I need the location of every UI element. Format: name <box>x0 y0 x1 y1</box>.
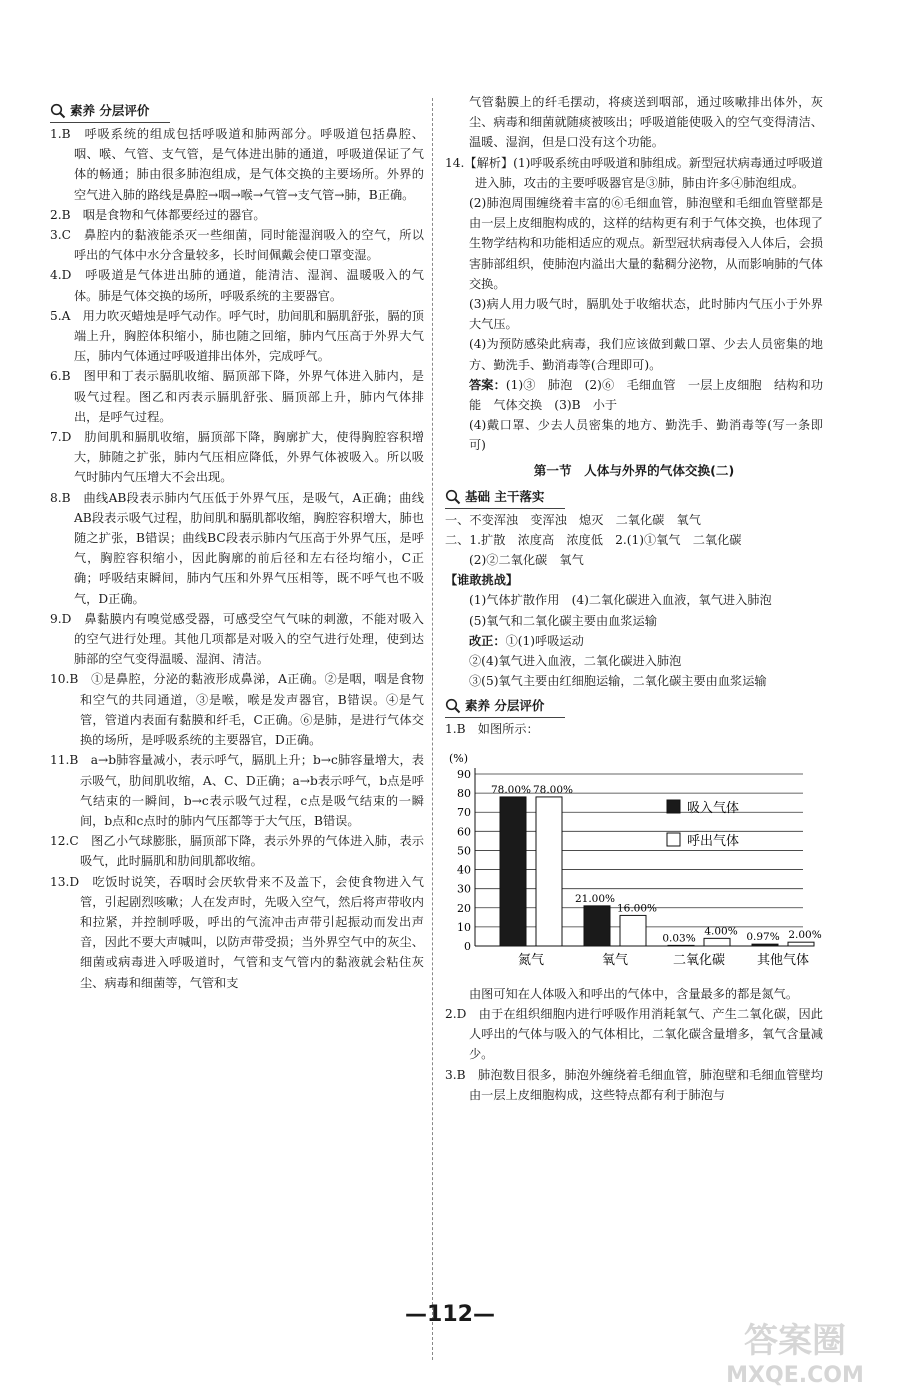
data-label: 16.00% <box>616 902 658 915</box>
category-label: 氮气 <box>517 952 545 968</box>
bar-exhaled <box>788 942 814 946</box>
section-header-basics <box>445 486 565 509</box>
answer-paragraph: (3)病人用力吸气时，膈肌处于收缩状态，此时肺内气压小于外界大气压。 <box>469 297 823 332</box>
answer-paragraph: (4)为预防感染此病毒，我们应该做到戴口罩、少去人员密集的地方、勤洗手、勤消毒等(合理即可)。 <box>469 337 823 372</box>
right-column <box>445 92 823 1105</box>
answer-label: 答案： <box>469 377 506 392</box>
answer-item: 1.B 如图所示： <box>445 722 539 737</box>
answer-item: 3.C 鼻腔内的黏液能杀灭一些细菌，同时能湿润吸入的空气，所以呼出的气体中水分含量较多，长时间佩戴会使口罩变湿。 <box>50 228 424 263</box>
legend-swatch <box>667 800 680 813</box>
magnifier-icon <box>50 103 66 119</box>
data-label: 78.00% <box>490 783 532 796</box>
y-tick-label: 40 <box>457 863 471 877</box>
answer-summary <box>445 375 823 415</box>
challenge-answer: (1)气体扩散作用 (4)二氧化碳进入血液，氧气进入肺泡 <box>469 593 772 608</box>
answer-item: 5.A 用力吹灭蜡烛是呼气动作。呼气时，肋间肌和膈肌舒张，膈的顶端上升，胸腔体积缩小，肺也随之回缩，肺内气压高于外界大气压，肺内气体通过呼吸道排出体外，完成呼气。 <box>50 308 424 364</box>
basic-answer: 二、1.扩散 浓度高 浓度低 2.(1)①氧气 二氧化碳 <box>445 532 742 547</box>
y-axis-label: (%) <box>449 751 469 765</box>
y-tick-label: 30 <box>457 882 471 896</box>
answer-item: 12.C 图乙小气球膨胀，膈顶部下降，表示外界的气体进入肺，表示吸气，此时膈肌和肋间肌都收缩。 <box>50 834 424 869</box>
y-tick-label: 60 <box>457 825 471 839</box>
basic-answer: (2)②二氧化碳 氧气 <box>469 553 584 568</box>
basic-answer: 一、不变浑浊 变浑浊 熄灭 二氧化碳 氧气 <box>445 512 701 527</box>
bar-inhaled <box>584 906 610 946</box>
y-tick-label: 50 <box>457 844 471 858</box>
section-title: 基础 主干落实 <box>465 488 545 504</box>
challenge-fix <box>445 631 823 651</box>
gas-composition-chart <box>445 746 823 980</box>
section-header-evaluation <box>50 100 170 123</box>
answer-item: 2.D 由于在组织细胞内进行呼吸作用消耗氧气、产生二氧化碳，因此人呼出的气体与吸入的气体相比，二氧化碳含量增多，氧气含量减少。 <box>445 1006 823 1062</box>
magnifier-icon <box>445 698 461 714</box>
answer-summary-cont: (4)戴口罩、少去人员密集的地方、勤洗手、勤消毒等(写一条即可) <box>469 418 823 453</box>
answer-item: 6.B 图甲和丁表示膈肌收缩、膈顶部下降，外界气体进入肺内，是吸气过程。图乙和丙表示膈肌舒张、膈顶部上升，肺内气体排出，是呼气过程。 <box>50 369 424 424</box>
category-label: 其他气体 <box>756 952 810 968</box>
section-title: 素养 分层评价 <box>70 103 150 118</box>
answer-item: 9.D 鼻黏膜内有嗅觉感受器，可感受空气气味的刺激，不能对吸入的空气进行处理。其他几项都是对吸入的空气进行处理，使到达肺部的空气变得温暖、湿润、清洁。 <box>50 611 424 667</box>
data-label: 4.00% <box>704 925 738 938</box>
data-label: 78.00% <box>532 783 574 796</box>
bar-inhaled <box>668 945 694 946</box>
bar-chart <box>445 746 822 976</box>
chart-bars <box>500 797 814 946</box>
legend-label: 吸入气体 <box>687 800 740 816</box>
data-label: 0.97% <box>746 930 780 943</box>
column-divider <box>432 98 433 1360</box>
fix-text: ①(1)呼吸运动 <box>505 633 584 648</box>
answer-item: 11.B a→b肺容量减小，表示呼气，膈肌上升；b→c肺容量增大，表示吸气，肋间肌收缩，A、C、D正确；a→b表示呼气，b点是呼气结束的一瞬间，b→c表示吸气过程，c点是吸气结束的一瞬间，b点和c点时的肺内气压都等于大气压，B错误。 <box>50 753 424 828</box>
challenge-fix: ②(4)氧气进入血液，二氧化碳进入肺泡 <box>469 654 682 669</box>
chart-conclusion: 由图可知在人体吸入和呼出的气体中，含量最多的都是氮气。 <box>469 986 799 1001</box>
answer-text: (1)③ 肺泡 (2)⑥ 毛细血管 一层上皮细胞 结构和功能 气体交换 (3)B 小于 <box>469 377 824 413</box>
data-label: 2.00% <box>788 928 822 941</box>
y-tick-label: 0 <box>464 939 471 953</box>
watermark-logo <box>690 1310 900 1390</box>
answer-paragraph: (2)肺泡周围缠绕着丰富的⑥毛细血管，肺泡壁和毛细血管壁都是由一层上皮细胞构成的，这样的结构更有利于气体交换，也体现了生物学结构和功能相适应的观点。新型冠状病毒侵入人体后，会损害肺部组织，使肺泡内溢出大量的黏稠分泌物，从而影响肺的气体交换。 <box>469 196 823 291</box>
y-tick-label: 70 <box>457 805 471 819</box>
answer-item: 13.D 吃饭时说笑，吞咽时会厌软骨来不及盖下，会使食物进入气管，引起剧烈咳嗽；人在发声时，先吸入空气，然后将声带收内和拉紧，并控制呼吸，呼出的气流冲击声带引起振动而发出声音，因此不要大声喊叫，以防声带受损；当外界空气中的灰尘、细菌或病毒进入呼吸道时，气管和支气管内的黏液就会粘住灰尘、病毒和细菌等，气管和支 <box>50 874 424 990</box>
answer-item: 4.D 呼吸道是气体进出肺的通道，能清洁、湿润、温暖吸入的气体。肺是气体交换的场所，呼吸系统的主要器官。 <box>50 268 424 303</box>
data-label: 0.03% <box>662 932 696 945</box>
svg-text:MXQE.COM: MXQE.COM <box>726 1363 864 1388</box>
answer-item: 2.B 咽是食物和气体都要经过的器官。 <box>50 207 266 222</box>
y-tick-label: 10 <box>457 920 471 934</box>
answer-item: 8.B 曲线AB段表示肺内气压低于外界气压，是吸气，A正确；曲线AB段表示吸气过程，肋间肌和膈肌都收缩，胸腔容积增大，肺也随之扩张，B错误；曲线BC段表示肺内气压高于外界气压，是呼气，胸腔容积缩小，因此胸廓的前后径和左右径均缩小，C正确；呼吸结束瞬间，肺内气压和外界气压相等，既不呼气也不吸气，D正确。 <box>50 490 424 606</box>
y-tick-label: 20 <box>457 901 471 915</box>
chart-legend <box>667 800 739 849</box>
answer-item: 1.B 呼吸系统的组成包括呼吸道和肺两部分。呼吸道包括鼻腔、咽、喉、气管、支气管，是气体进出肺的通道，呼吸道保证了气体的畅通；肺由很多肺泡组成，是气体交换的主要场所。外界的空气进入肺的路线是鼻腔→咽→喉→气管→支气管→肺，B正确。 <box>50 127 424 202</box>
answer-item: 7.D 肋间肌和膈肌收缩，膈顶部下降，胸廓扩大，使得胸腔容积增大，肺随之扩张，肺内气压相应降低，外界气体被吸入。所以吸气时肺内气压增大不会出现。 <box>50 430 424 485</box>
answer-item: 10.B ①是鼻腔，分泌的黏液形成鼻涕，A正确。②是咽，咽是食物和空气的共同通道，③是喉，喉是发声器官，B错误。④是气管，管道内表面有黏膜和纤毛，C正确。⑥是肺，是进行气体交换的场所，是呼吸系统的主要器官，D正确。 <box>50 672 424 748</box>
answer-item: 14.【解析】(1)呼吸系统由呼吸道和肺组成。新型冠状病毒通过呼吸道进入肺，攻击的主要呼吸器官是③肺，肺由许多④肺泡组成。 <box>445 155 823 190</box>
left-column <box>50 100 424 993</box>
answer-item: 3.B 肺泡数目很多，肺泡外缠绕着毛细血管，肺泡壁和毛细血管壁均由一层上皮细胞构成，这些特点都有利于肺泡与 <box>445 1067 823 1102</box>
category-label: 氧气 <box>601 952 629 968</box>
category-label: 二氧化碳 <box>672 952 726 968</box>
section-header-evaluation-2 <box>445 695 565 718</box>
fix-label: 改正： <box>469 633 506 648</box>
bar-exhaled <box>620 915 646 946</box>
challenge-fix: ③(5)氧气主要由红细胞运输，二氧化碳主要由血浆运输 <box>469 674 767 689</box>
challenge-label: 【谁敢挑战】 <box>445 573 519 588</box>
section-title: 素养 分层评价 <box>465 698 545 714</box>
bar-exhaled <box>536 797 562 946</box>
challenge-answer: (5)氧气和二氧化碳主要由血浆运输 <box>469 613 657 628</box>
data-label: 21.00% <box>574 892 616 905</box>
page-number: —112— <box>405 1302 495 1327</box>
lesson-title: 第一节 人体与外界的气体交换(二) <box>533 462 735 478</box>
answer-continuation: 气管黏膜上的纤毛摆动，将痰送到咽部，通过咳嗽排出体外，灰尘、病毒和细菌就随痰被咳出；呼吸道能使吸入的空气变得清洁、温暖、湿润，但是口没有这个功能。 <box>469 95 823 150</box>
bar-inhaled <box>500 797 526 946</box>
legend-swatch <box>667 833 680 846</box>
y-tick-label: 80 <box>457 786 471 800</box>
svg-text:答案圈: 答案圈 <box>744 1321 846 1361</box>
legend-label: 呼出气体 <box>687 833 740 849</box>
bar-exhaled <box>704 938 730 946</box>
y-tick-label: 90 <box>457 767 471 781</box>
magnifier-icon <box>445 489 461 505</box>
bar-inhaled <box>752 944 778 946</box>
